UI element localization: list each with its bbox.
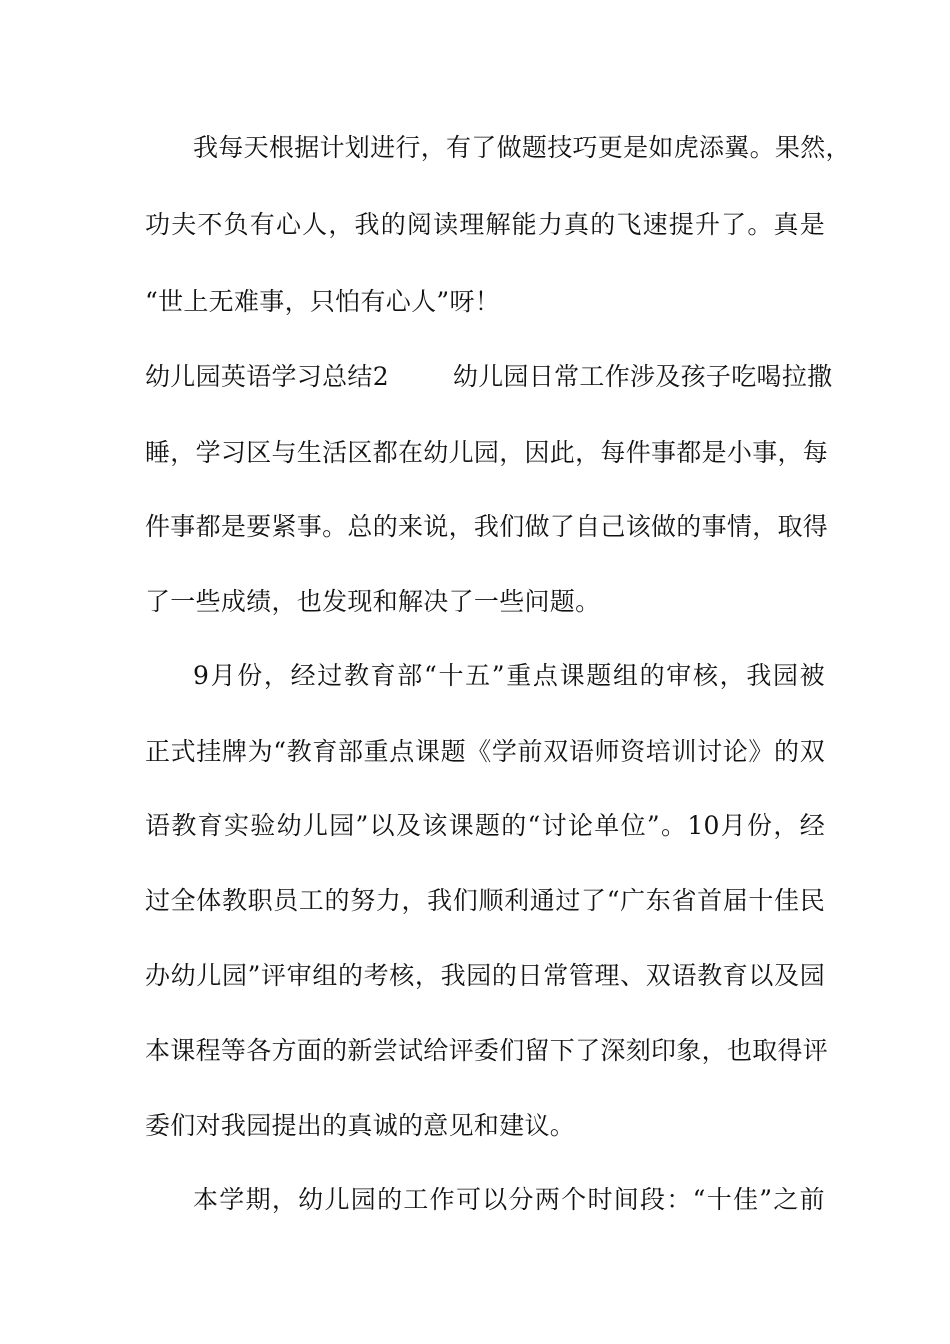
- paragraph-line: 功夫不负有心人，我的阅读理解能力真的飞速提升了。真是: [145, 210, 825, 239]
- paragraph-line: 件事都是要紧事。总的来说，我们做了自己该做的事情，取得: [145, 512, 829, 541]
- paragraph-line: 本学期，幼儿园的工作可以分两个时间段：“十佳”之前: [193, 1185, 825, 1214]
- section-heading: 幼儿园英语学习总结2: [145, 362, 389, 391]
- paragraph-line: 了一些成绩，也发现和解决了一些问题。: [145, 587, 601, 616]
- paragraph-line: 委们对我园提出的真诚的意见和建议。: [145, 1111, 576, 1140]
- paragraph-line: 幼儿园日常工作涉及孩子吃喝拉撒: [452, 362, 833, 391]
- paragraph-line: 本课程等各方面的新尝试给评委们留下了深刻印象，也取得评: [145, 1036, 829, 1065]
- paragraph-line: “世上无难事，只怕有心人”呀！: [145, 287, 501, 316]
- paragraph-line: 语教育实验幼儿园”以及该课题的“讨论单位”。10月份，经: [145, 811, 825, 840]
- paragraph-line: 睡，学习区与生活区都在幼儿园，因此，每件事都是小事，每: [145, 438, 829, 467]
- paragraph-line: 过全体教职员工的努力，我们顺利通过了“广东省首届十佳民: [145, 886, 825, 915]
- paragraph-line: 9月份，经过教育部“十五”重点课题组的审核，我园被: [193, 661, 825, 690]
- section-heading-line: [145, 360, 833, 394]
- paragraph-line: 我每天根据计划进行，有了做题技巧更是如虎添翼。果然，: [193, 133, 851, 162]
- paragraph-line: 办幼儿园”评审组的考核，我园的日常管理、双语教育以及园: [145, 961, 825, 990]
- paragraph-line: 正式挂牌为“教育部重点课题《学前双语师资培训讨论》的双: [145, 737, 825, 766]
